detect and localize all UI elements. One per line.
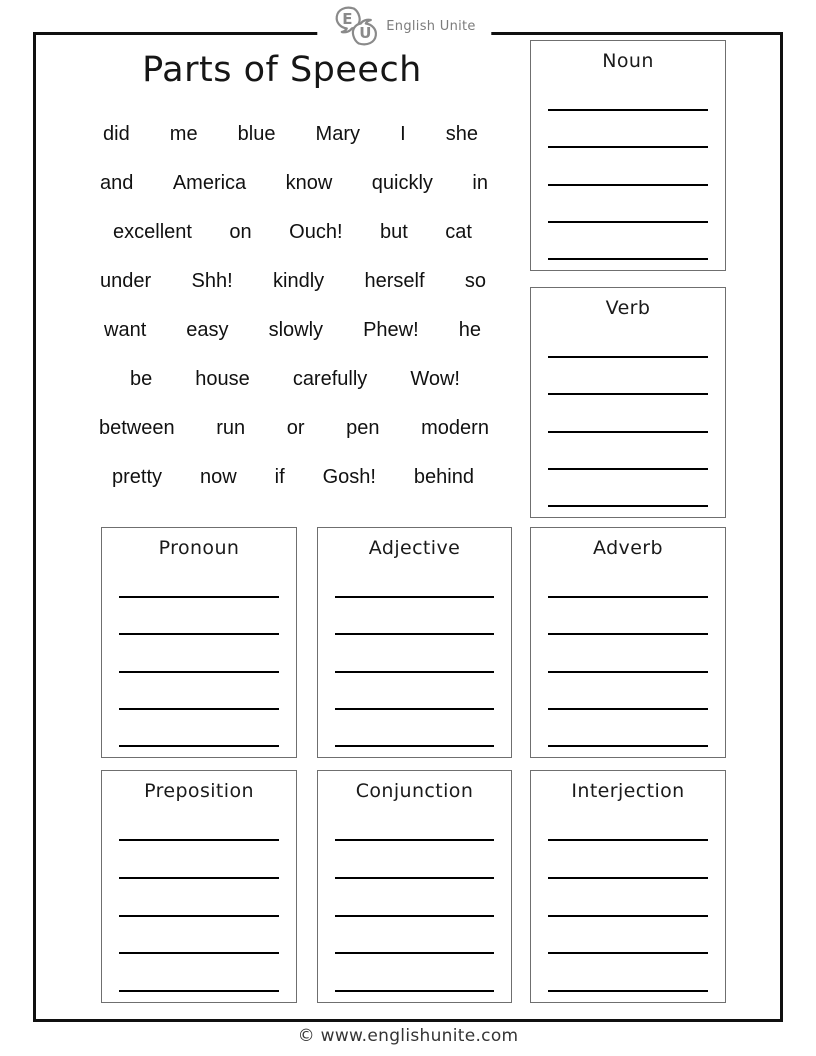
copyright-footer: © www.englishunite.com: [297, 1026, 519, 1046]
category-box-verb: [530, 287, 726, 518]
category-label: Adjective: [368, 537, 461, 559]
category-box-conjunction: [317, 770, 512, 1003]
blank-answer-line: [548, 431, 707, 433]
word-bank-word: between: [99, 417, 175, 439]
category-box-adverb: [530, 527, 726, 758]
blank-answer-line: [548, 708, 707, 710]
blank-answer-line: [548, 184, 707, 186]
blank-answer-line: [119, 671, 278, 673]
answer-lines: [548, 596, 707, 747]
category-label: Interjection: [571, 780, 685, 802]
word-bank-word: or: [286, 417, 305, 439]
word-bank-word: and: [100, 172, 134, 194]
english-unite-logo-icon: [333, 5, 379, 47]
blank-answer-line: [335, 877, 493, 879]
blank-answer-line: [119, 952, 278, 954]
blank-answer-line: [548, 109, 707, 111]
category-box-noun: [530, 40, 726, 271]
blank-answer-line: [335, 708, 493, 710]
word-bank-word: quickly: [371, 172, 433, 194]
word-bank-word: blue: [237, 123, 276, 145]
word-bank-word: if: [274, 466, 285, 488]
blank-answer-line: [335, 745, 493, 747]
word-bank-word: run: [216, 417, 246, 439]
blank-answer-line: [548, 258, 707, 260]
word-bank-word: Shh!: [191, 270, 233, 292]
word-bank-word: on: [229, 221, 252, 243]
word-bank-word: he: [458, 319, 481, 341]
word-bank-word: house: [195, 368, 250, 390]
blank-answer-line: [335, 671, 493, 673]
category-label: Conjunction: [355, 780, 474, 802]
category-label: Preposition: [144, 780, 254, 802]
word-bank-word: but: [380, 221, 408, 243]
word-bank-word: Ouch!: [289, 221, 343, 243]
blank-answer-line: [548, 596, 707, 598]
blank-answer-line: [548, 356, 707, 358]
word-bank-line: [95, 404, 495, 453]
blank-answer-line: [119, 708, 278, 710]
blank-answer-line: [335, 990, 493, 992]
word-bank-word: slowly: [268, 319, 324, 341]
word-bank-word: Mary: [315, 123, 360, 145]
category-box-pronoun: [101, 527, 297, 758]
word-bank-word: America: [172, 172, 247, 194]
category-box-preposition: [101, 770, 297, 1003]
word-bank-word: Wow!: [410, 368, 460, 390]
svg-text:E: E: [342, 10, 353, 28]
svg-text:U: U: [359, 24, 372, 42]
word-bank-word: pretty: [112, 466, 163, 488]
word-bank-word: behind: [413, 466, 474, 488]
answer-lines: [119, 839, 278, 992]
answer-lines: [335, 596, 493, 747]
blank-answer-line: [548, 633, 707, 635]
blank-answer-line: [119, 745, 278, 747]
blank-answer-line: [548, 839, 707, 841]
word-bank-line: [95, 208, 495, 257]
word-bank-word: Phew!: [363, 319, 419, 341]
word-bank-word: me: [169, 123, 198, 145]
blank-answer-line: [335, 633, 493, 635]
blank-answer-line: [548, 990, 707, 992]
word-bank-word: under: [100, 270, 152, 292]
word-bank-word: know: [285, 172, 333, 194]
blank-answer-line: [548, 915, 707, 917]
word-bank-word: I: [400, 123, 406, 145]
word-bank-word: want: [104, 319, 147, 341]
blank-answer-line: [119, 915, 278, 917]
category-label: Verb: [605, 297, 651, 319]
blank-answer-line: [548, 952, 707, 954]
blank-answer-line: [548, 221, 707, 223]
word-bank-word: herself: [364, 270, 425, 292]
blank-answer-line: [335, 915, 493, 917]
category-box-adjective: [317, 527, 512, 758]
word-bank-line: [95, 110, 495, 159]
word-bank-word: easy: [186, 319, 229, 341]
word-bank-word: did: [103, 123, 130, 145]
blank-answer-line: [548, 468, 707, 470]
word-bank-word: so: [464, 270, 486, 292]
blank-answer-line: [548, 877, 707, 879]
word-bank-word: in: [472, 172, 488, 194]
answer-lines: [335, 839, 493, 992]
category-label: Adverb: [593, 537, 663, 559]
answer-lines: [119, 596, 278, 747]
word-bank-word: be: [130, 368, 153, 390]
word-bank-line: [95, 355, 495, 404]
word-bank-line: [95, 306, 495, 355]
blank-answer-line: [119, 633, 278, 635]
blank-answer-line: [119, 990, 278, 992]
category-box-interjection: [530, 770, 726, 1003]
word-bank-line: [95, 159, 495, 208]
answer-lines: [548, 839, 707, 992]
word-bank-word: excellent: [113, 221, 192, 243]
word-bank-word: Gosh!: [322, 466, 376, 488]
blank-answer-line: [335, 839, 493, 841]
word-bank-line: [95, 257, 495, 306]
word-bank-word: pen: [346, 417, 380, 439]
english-unite-logo: [317, 4, 491, 48]
blank-answer-line: [548, 393, 707, 395]
blank-answer-line: [335, 596, 493, 598]
blank-answer-line: [548, 745, 707, 747]
logo-brand-text: English Unite: [386, 18, 476, 34]
blank-answer-line: [119, 839, 278, 841]
blank-answer-line: [548, 505, 707, 507]
blank-answer-line: [548, 146, 707, 148]
word-bank-word: kindly: [273, 270, 325, 292]
word-bank-word: she: [445, 123, 478, 145]
word-bank: [95, 110, 495, 502]
word-bank-word: now: [199, 466, 237, 488]
blank-answer-line: [119, 877, 278, 879]
worksheet-title: Parts of Speech: [142, 50, 422, 90]
blank-answer-line: [119, 596, 278, 598]
answer-lines: [548, 356, 707, 507]
word-bank-word: carefully: [292, 368, 368, 390]
category-label: Pronoun: [158, 537, 240, 559]
category-label: Noun: [602, 50, 654, 72]
word-bank-word: modern: [421, 417, 489, 439]
word-bank-line: [95, 453, 495, 502]
blank-answer-line: [548, 671, 707, 673]
answer-lines: [548, 109, 707, 260]
blank-answer-line: [335, 952, 493, 954]
word-bank-word: cat: [445, 221, 472, 243]
